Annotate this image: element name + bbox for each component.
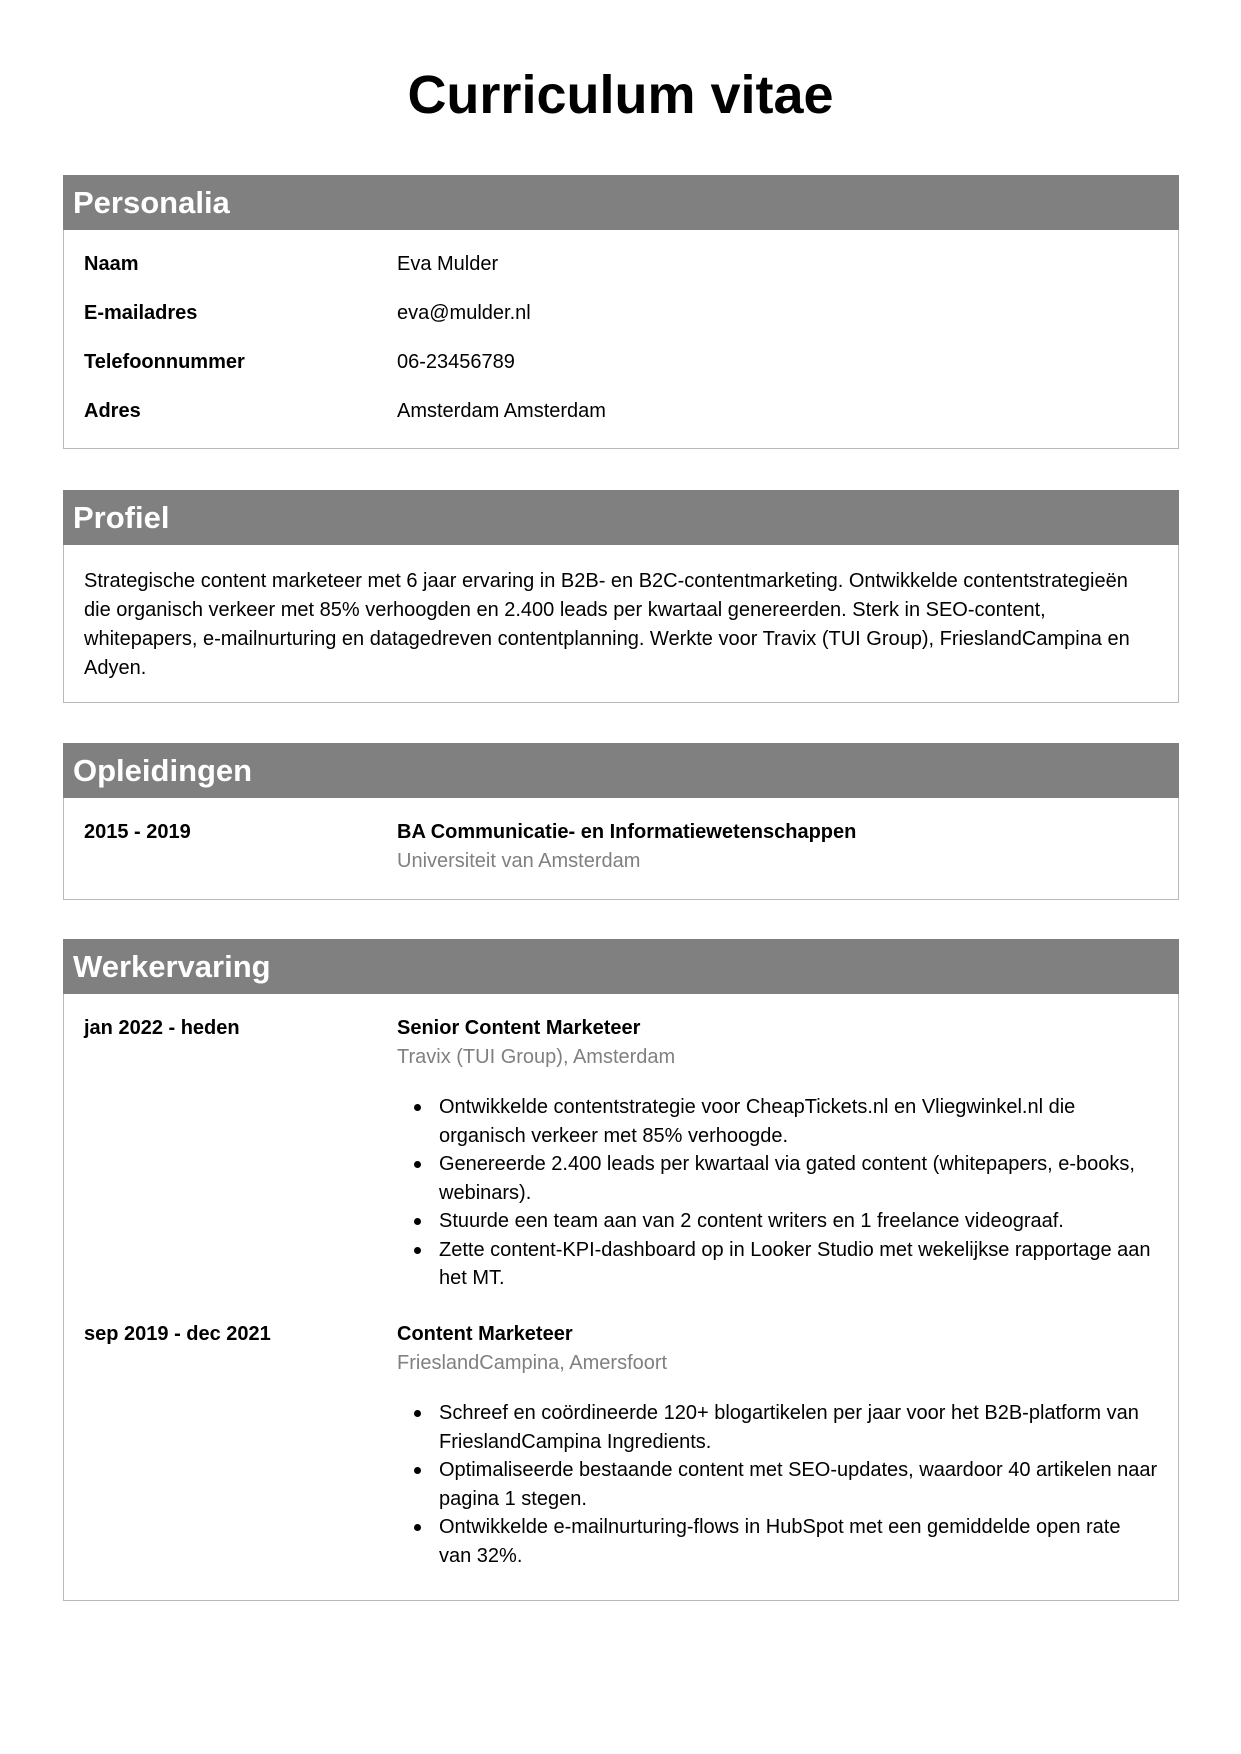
job-title: Content Marketeer <box>397 1323 573 1345</box>
field-value: eva@mulder.nl <box>397 302 531 324</box>
job-details <box>397 1014 1158 1072</box>
field-label: Telefoonnummer <box>84 351 245 373</box>
section-werkervaring <box>63 939 1179 1601</box>
job-details <box>397 1320 1158 1378</box>
list-item: Genereerde 2.400 leads per kwartaal via gated content (whitepapers, e-books, webinars). <box>397 1150 1158 1207</box>
education-title: BA Communicatie- en Informatiewetenschappen <box>397 821 857 843</box>
job-period: sep 2019 - dec 2021 <box>84 1323 271 1345</box>
job-bullets <box>397 1399 1158 1570</box>
job-period: jan 2022 - heden <box>84 1017 240 1039</box>
section-profiel <box>63 490 1179 703</box>
section-heading: Opleidingen <box>63 743 1179 798</box>
job-company: Travix (TUI Group), Amsterdam <box>397 1046 676 1068</box>
field-value: Amsterdam Amsterdam <box>397 400 606 422</box>
section-opleidingen <box>63 743 1179 900</box>
job-title: Senior Content Marketeer <box>397 1017 641 1039</box>
document-title: Curriculum vitae <box>407 65 834 125</box>
list-item: Optimaliseerde bestaande content met SEO-updates, waardoor 40 artikelen naar pagina 1 stegen. <box>397 1456 1158 1513</box>
education-details <box>397 818 1158 876</box>
list-item: Stuurde een team aan van 2 content writers en 1 freelance videograaf. <box>397 1207 1158 1236</box>
field-label: Adres <box>84 400 141 422</box>
field-label: Naam <box>84 253 139 275</box>
job-bullets <box>397 1093 1158 1293</box>
list-item: Zette content-KPI-dashboard op in Looker Studio met wekelijkse rapportage aan het MT. <box>397 1236 1158 1293</box>
field-label: E-mailadres <box>84 302 198 324</box>
field-value: 06-23456789 <box>397 351 515 373</box>
section-heading: Personalia <box>63 175 1179 230</box>
education-period: 2015 - 2019 <box>84 821 191 843</box>
list-item: Ontwikkelde e-mailnurturing-flows in HubSpot met een gemiddelde open rate van 32%. <box>397 1513 1158 1570</box>
profile-text: Strategische content marketeer met 6 jaar ervaring in B2B- en B2C-contentmarketing. Ontwikkelde contentstrategieën die organisch verkeer met 85% verhoogden en 2.400 leads per kwartaal genereerden. Sterk in SEO-content, whitepapers, e-mailnurturing en datagedreven contentplanning. Werkte voor Travix (TUI Group), FrieslandCampina en Adyen. <box>84 570 1130 679</box>
list-item: Ontwikkelde contentstrategie voor CheapTickets.nl en Vliegwinkel.nl die organisch verkeer met 85% verhoogde. <box>397 1093 1158 1150</box>
section-heading: Werkervaring <box>63 939 1179 994</box>
section-personalia <box>63 175 1179 449</box>
job-company: FrieslandCampina, Amersfoort <box>397 1352 668 1374</box>
education-institution: Universiteit van Amsterdam <box>397 850 641 872</box>
section-heading: Profiel <box>63 490 1179 545</box>
field-value: Eva Mulder <box>397 253 499 275</box>
list-item: Schreef en coördineerde 120+ blogartikelen per jaar voor het B2B-platform van FrieslandCampina Ingredients. <box>397 1399 1158 1456</box>
